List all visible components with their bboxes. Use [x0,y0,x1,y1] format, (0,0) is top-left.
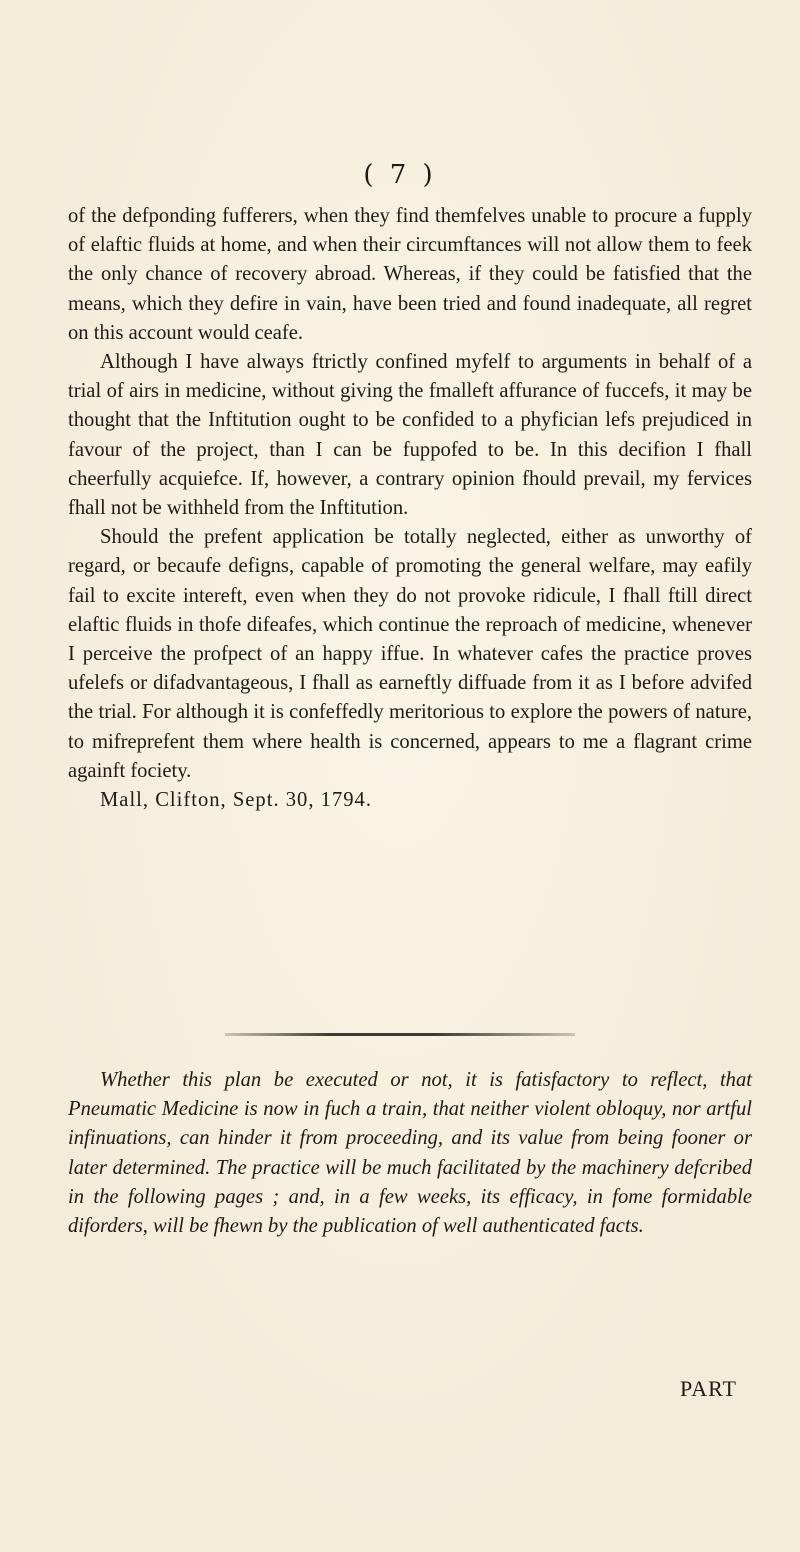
page-number: ( 7 ) [363,160,437,190]
catchword: PART [680,1376,737,1401]
italic-note [68,1066,752,1241]
note-paragraph: Whether this plan be executed or not, it is fatisfactory to reflect, that Pneumatic Medicine is now in fuch a train, that neither violent obloquy, nor artful infinuations, can hinder it from proceeding, and its value from being fooner or later determined. The practice will be much facilitated by the machinery defcribed in the following pages ; and, in a few weeks, its efficacy, in fome formidable diforders, will be fhewn by the publication of well authenticated facts. [68,1069,752,1238]
section-divider [225,1033,575,1036]
paragraph-continuation: of the defponding fufferers, when they find themfelves unable to procure a fupply of elaftic fluids at home, and when their circumftances will not allow them to feek the only chance of recovery abroad. Whereas, if they could be fatisfied that the means, which they defire in vain, have been tried and found inadequate, all regret on this account would ceafe. [68,205,752,344]
signature-line: Mall, Clifton, Sept. 30, 1794. [100,789,372,812]
main-text [68,202,752,815]
paragraph: Should the prefent application be totally neglected, either as unworthy of regard, or becaufe defigns, capable of promoting the general welfare, may eafily fail to excite intereft, even when they do not provoke ridicule, I fhall ftill direct elaftic fluids in thofe difeafes, which continue the reproach of medicine, whenever I perceive the profpect of an happy iffue. In whatever cafes the practice proves ufelefs or difadvantageous, I fhall as earneftly diffuade from it as I before advifed the trial. For although it is confeffedly meritorious to explore the powers of nature, to mifreprefent them where health is concerned, appears to me a flagrant crime againft fociety. [68,526,752,782]
paragraph: Although I have always ftrictly confined myfelf to arguments in behalf of a trial of airs in medicine, without giving the fmalleft affurance of fuccefs, it may be thought that the Inftitution ought to be confided to a phyfician lefs prejudiced in favour of the project, than I can be fuppofed to be. In this decifion I fhall cheerfully acquiefce. If, however, a contrary opinion fhould prevail, my fervices fhall not be withheld from the Inftitution. [68,351,752,520]
